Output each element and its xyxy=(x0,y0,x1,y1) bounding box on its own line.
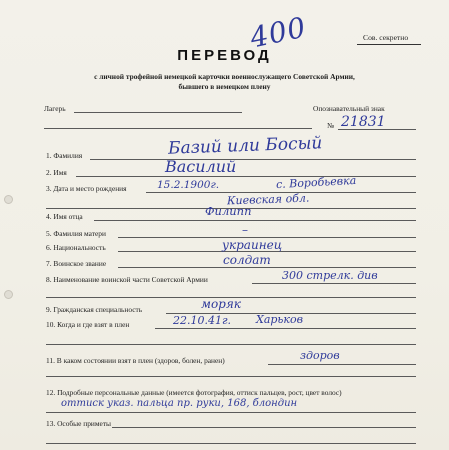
field-9-label: 9. Гражданская специальность xyxy=(46,305,143,314)
field-2-line xyxy=(76,176,416,177)
field-1-value: Базий или Босый xyxy=(167,133,323,159)
field-11-value: здоров xyxy=(300,349,340,362)
id-number-value: 21831 xyxy=(341,114,386,130)
field-13-line xyxy=(112,427,416,428)
punch-hole xyxy=(4,290,13,299)
field-11-line-2 xyxy=(46,376,416,377)
field-11-line xyxy=(268,364,416,365)
camp-line xyxy=(74,112,242,113)
field-2-label: 2. Имя xyxy=(46,168,67,177)
document-title: ПЕРЕВОД xyxy=(177,47,272,64)
document-subtitle-line2: бывшего в немецком плену xyxy=(178,82,271,91)
field-7-value: солдат xyxy=(223,253,271,267)
id-number-prefix: № xyxy=(327,121,335,130)
field-3-date: 15.2.1900г. xyxy=(157,179,220,191)
field-7-line xyxy=(118,267,416,268)
field-10-place: Харьков xyxy=(256,313,304,326)
field-13-label: 13. Особые приметы xyxy=(46,419,112,428)
field-13-line-2 xyxy=(46,443,416,444)
camp-line-2 xyxy=(44,128,312,129)
field-6-value: украинец xyxy=(222,238,283,252)
field-11-label: 11. В каком состоянии взят в плен (здоров, болен, ранен) xyxy=(46,356,225,365)
field-7-label: 7. Воинское звание xyxy=(46,259,107,268)
field-3-place: с. Воробьевка xyxy=(275,173,357,192)
field-8-line xyxy=(252,283,416,284)
field-4-label: 4. Имя отца xyxy=(46,212,83,221)
field-12-label: 12. Подробные персональные данные (имеется фотография, оттиск пальцев, рост, цвет волос) xyxy=(46,388,342,397)
field-2-value: Василий xyxy=(165,157,237,176)
handwritten-number: 400 xyxy=(247,10,310,55)
field-8-value: 300 стрелк. див xyxy=(282,269,378,282)
secrecy-stamp: Сов. секретно xyxy=(363,33,409,42)
field-10-line-2 xyxy=(46,344,416,345)
field-10-line xyxy=(155,328,416,329)
field-1-label: 1. Фамилия xyxy=(46,151,83,160)
id-label: Опознавательный знак xyxy=(313,104,385,113)
document-subtitle-line1: с личной трофейной немецкой карточки военнослужащего Советской Армии, xyxy=(94,72,355,81)
field-12-value: оттиск указ. пальца пр. руки, 168, блондин xyxy=(61,398,298,409)
field-1-line xyxy=(90,159,416,160)
camp-label: Лагерь xyxy=(44,104,66,113)
punch-hole xyxy=(4,195,13,204)
field-9-value: моряк xyxy=(201,297,241,311)
field-5-label: 5. Фамилия матери xyxy=(46,229,106,238)
field-5-value: – xyxy=(242,223,248,237)
field-8-label: 8. Наименование воинской части Советской Армии xyxy=(46,275,208,284)
secrecy-underline xyxy=(357,44,421,45)
field-10-label: 10. Когда и где взят в плен xyxy=(46,320,130,329)
field-12-line xyxy=(46,412,416,413)
field-4-value: Филипп xyxy=(205,204,252,218)
field-6-label: 6. Национальность xyxy=(46,243,106,252)
field-10-date: 22.10.41г. xyxy=(173,314,232,327)
field-3-label: 3. Дата и место рождения xyxy=(46,184,127,193)
field-4-line xyxy=(94,220,416,221)
field-3-region: Киевская обл. xyxy=(226,191,310,208)
